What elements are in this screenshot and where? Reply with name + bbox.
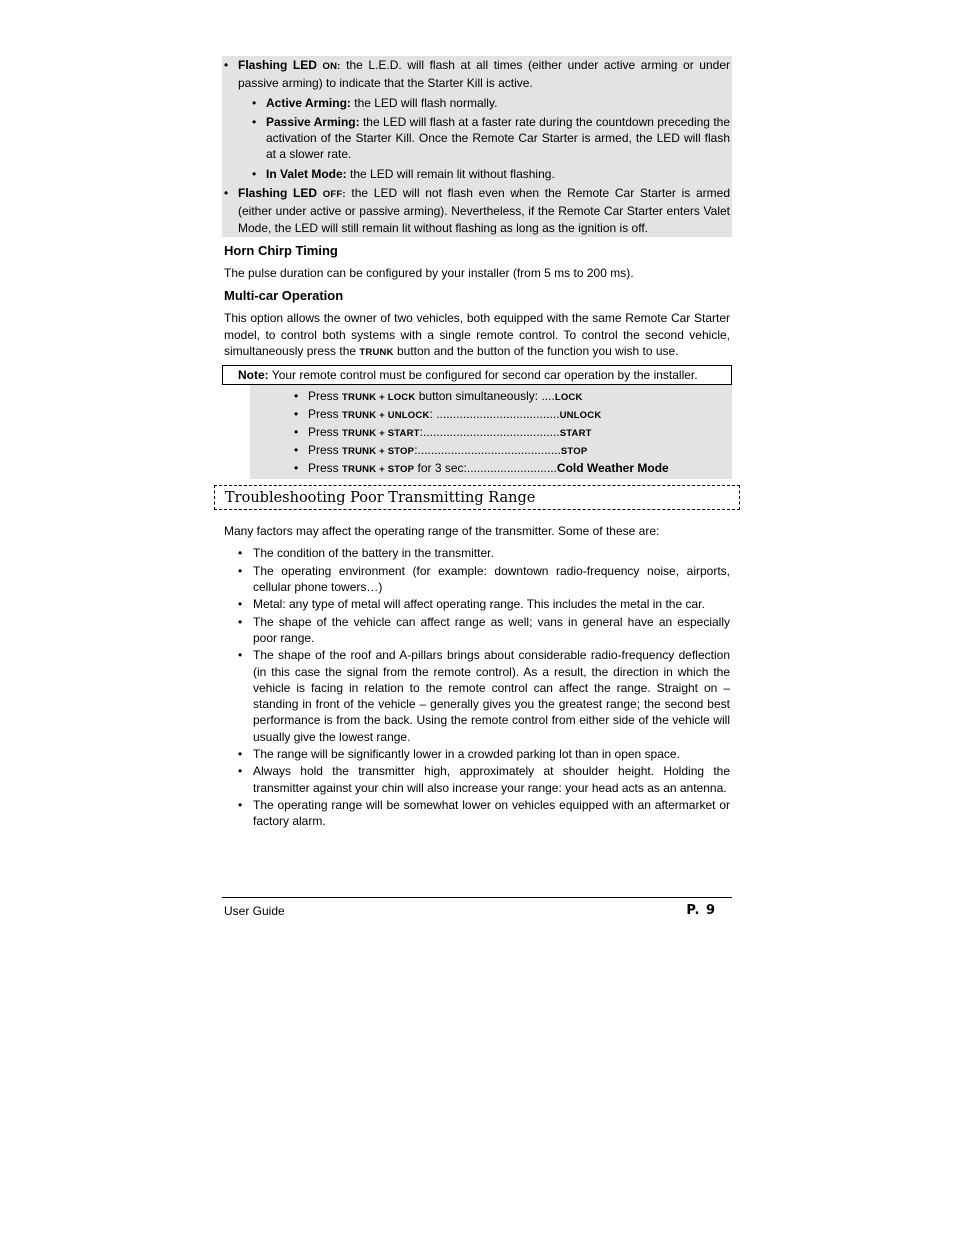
key-result: START (559, 428, 592, 440)
key-press: Press (308, 389, 343, 404)
list-item (222, 614, 730, 647)
footer-title: User Guide (224, 904, 285, 918)
item-text: the LED will not flash even when the Remote Car Starter is armed (either under active or passive arming). Nevertheless, if the Remote Car Starter enters Valet Mode, the LED will still remain lit without flashing as long as the ignition is off. (238, 186, 730, 235)
page-footer (222, 897, 732, 918)
bullet-icon: • (238, 747, 243, 762)
troubleshooting-intro: Many factors may affect the operating range of the transmitter. Some of these are: (224, 524, 660, 539)
multicar-heading: Multi-car Operation (224, 288, 344, 304)
bullet-icon: • (294, 461, 299, 476)
item-text: The shape of the vehicle can affect range as well; vans in general have an especially poor range. (253, 614, 730, 645)
key-result: Cold Weather Mode (556, 461, 669, 476)
section-heading: Troubleshooting Poor Transmitting Range (214, 485, 740, 510)
key-combo: TRUNK + LOCK (342, 392, 416, 404)
list-item (222, 746, 730, 762)
page-number: P. 9 (686, 903, 716, 918)
note-label: Note: (238, 368, 269, 383)
key-result: UNLOCK (559, 410, 602, 422)
key-result: LOCK (554, 392, 583, 404)
bullet-icon: • (224, 186, 229, 201)
key-press: Press (308, 443, 343, 458)
bullet-icon: • (294, 407, 299, 422)
list-item (222, 545, 730, 561)
list-item-active-arming (224, 95, 730, 111)
list-item-flashing-led-off (224, 185, 730, 236)
multicar-section (222, 281, 732, 361)
list-item (222, 647, 730, 745)
troubleshooting-list (222, 545, 730, 829)
item-title: Flashing LED (238, 186, 318, 201)
item-text: Metal: any type of metal will affect operating range. This includes the metal in the car. (253, 597, 705, 612)
item-text: The range will be significantly lower in a crowded parking lot than in open space. (253, 747, 680, 762)
key-leader: for 3 sec:........................... (414, 461, 557, 476)
item-text: Always hold the transmitter high, approximately at shoulder height. Holding the transmitter against your chin will also increase your range: your head acts as an antenna. (253, 764, 730, 795)
item-title: In Valet Mode: (266, 166, 347, 181)
list-item (222, 563, 730, 596)
key-combo: TRUNK + STOP (342, 446, 415, 458)
bullet-icon: • (238, 614, 243, 629)
trunk-key: TRUNK (359, 346, 394, 358)
key-combo-item (250, 424, 732, 442)
bullet-icon: • (252, 95, 257, 110)
key-press: Press (308, 407, 343, 422)
list-item (222, 596, 730, 612)
list-item (222, 763, 730, 796)
bullet-icon: • (252, 114, 257, 129)
multicar-text (224, 310, 730, 361)
key-combo-item (250, 388, 732, 406)
item-title: Passive Arming: (266, 114, 360, 129)
key-result: STOP (560, 446, 588, 458)
horn-text: The pulse duration can be configured by your installer (from 5 ms to 200 ms). (224, 265, 634, 280)
bullet-icon: • (238, 546, 243, 561)
bullet-icon: • (252, 166, 257, 181)
multicar-text-part: This option allows the owner of two vehicles, both equipped with the same Remote Car Starter model, to control both systems with a single remote control. To control the second vehicle, simultaneously press the (224, 311, 730, 358)
multicar-text-part: button and the button of the function you wish to use. (393, 343, 679, 358)
item-tag: OFF: (322, 189, 346, 201)
key-press: Press (308, 461, 343, 476)
key-combo: TRUNK + UNLOCK (342, 410, 430, 422)
bullet-icon: • (294, 425, 299, 440)
horn-heading: Horn Chirp Timing (224, 242, 338, 258)
led-section (222, 56, 732, 237)
item-title: Active Arming: (266, 95, 351, 110)
key-combo-item (250, 442, 732, 460)
bullet-icon: • (294, 389, 299, 404)
item-text: The operating range will be somewhat lower on vehicles equipped with an aftermarket or factory alarm. (253, 797, 730, 829)
key-combo-item (250, 460, 732, 478)
page-content (222, 56, 732, 831)
note-text: Your remote control must be configured for second car operation by the installer. (268, 368, 698, 383)
key-leader: : ..................................... (429, 407, 560, 422)
item-text: The shape of the roof and A-pillars brings about considerable radio-frequency deflection (in this case the signal from the remote control). As a result, the direction in which the vehicle is facing in relation to the remote control can affect the range. Straight on – standing in front of the vehicle – generally gives you the greatest range; the second best performance is from the back. Using the remote control from either side of the vehicle will usually give the lowest range. (253, 648, 730, 744)
bullet-icon: • (238, 764, 243, 779)
item-text: the LED will remain lit without flashing. (346, 166, 555, 181)
item-text: the LED will flash at a faster rate during the countdown preceding the activation of the Starter Kill. Once the Remote Car Starter is armed, the LED will flash at a slower rate. (266, 114, 731, 162)
item-title: Flashing LED (238, 58, 317, 72)
key-leader: :........................................... (414, 443, 561, 458)
horn-section (222, 237, 732, 281)
bullet-icon: • (238, 648, 243, 663)
bullet-icon: • (224, 58, 229, 72)
note-box (222, 365, 732, 385)
key-leader: button simultaneously: .... (415, 389, 555, 404)
item-text: the LED will flash normally. (350, 95, 498, 110)
list-item-valet-mode (224, 166, 730, 182)
list-item-passive-arming (224, 114, 730, 163)
key-combo-item (250, 406, 732, 424)
item-tag: ON: (322, 61, 341, 72)
item-text: The condition of the battery in the transmitter. (253, 546, 494, 561)
list-item (222, 797, 730, 830)
item-text: the L.E.D. will flash at all times (either under active arming or under passive arming) to indicate that the Starter Kill is active. (238, 58, 730, 91)
bullet-icon: • (238, 563, 243, 578)
key-combo: TRUNK + STOP (342, 464, 415, 476)
list-item-flashing-led-on (224, 57, 730, 92)
key-combo: TRUNK + START (342, 428, 420, 440)
bullet-icon: • (238, 797, 243, 812)
key-press: Press (308, 425, 343, 440)
item-text: The operating environment (for example: downtown radio-frequency noise, airports, cellular phone towers…) (253, 563, 730, 595)
bullet-icon: • (294, 443, 299, 458)
bullet-icon: • (238, 597, 243, 612)
key-leader: :......................................... (419, 425, 560, 440)
key-combination-list (250, 385, 732, 479)
